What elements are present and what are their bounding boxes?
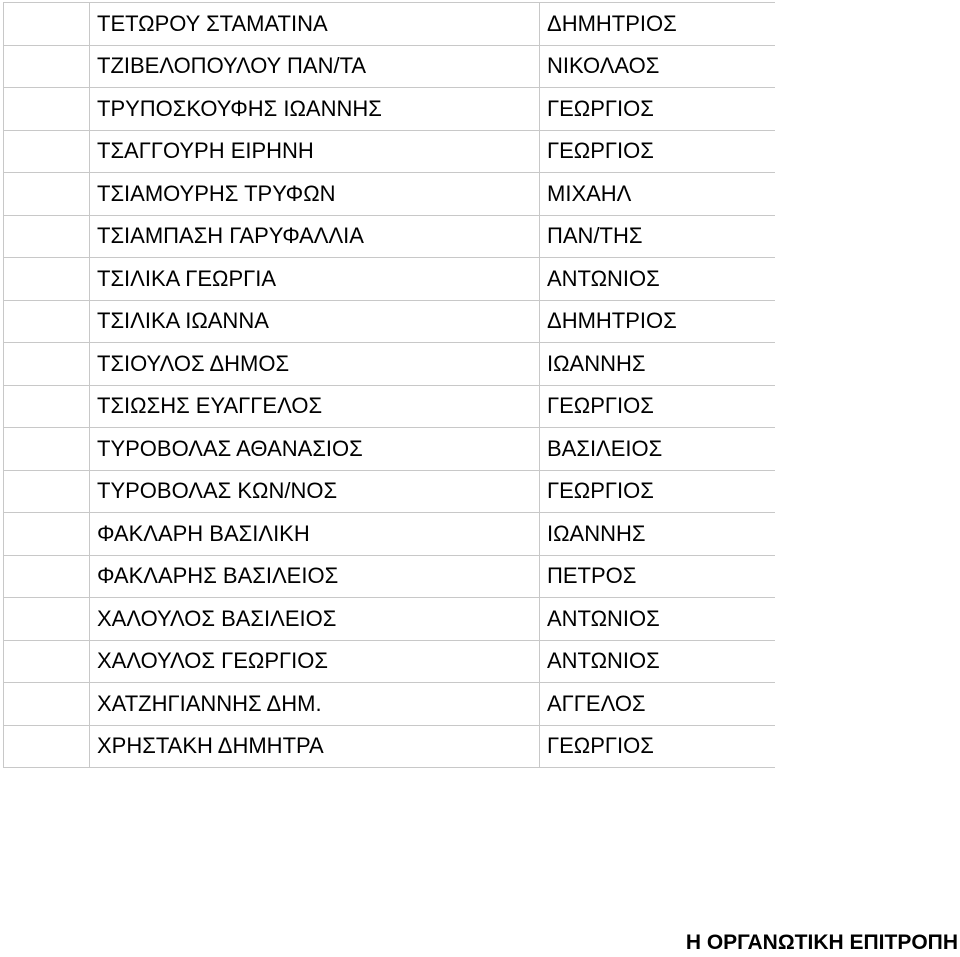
table-row: [4, 130, 775, 173]
fathers-name-cell: ΓΕΩΡΓΙΟΣ: [540, 88, 775, 131]
full-name-cell: ΤΣΙΟΥΛΟΣ ΔΗΜΟΣ: [90, 343, 540, 386]
index-cell: [4, 428, 90, 471]
fathers-name-cell: ΑΝΤΩΝΙΟΣ: [540, 640, 775, 683]
fathers-name-cell: ΜΙΧΑΗΛ: [540, 173, 775, 216]
table-row: [4, 173, 775, 216]
index-cell: [4, 598, 90, 641]
full-name-cell: ΤΣΙΑΜΠΑΣΗ ΓΑΡΥΦΑΛΛΙΑ: [90, 215, 540, 258]
index-cell: [4, 343, 90, 386]
index-cell: [4, 3, 90, 46]
fathers-name-cell: ΑΝΤΩΝΙΟΣ: [540, 258, 775, 301]
full-name-cell: ΦΑΚΛΑΡΗ ΒΑΣΙΛΙΚΗ: [90, 513, 540, 556]
full-name-cell: ΧΑΤΖΗΓΙΑΝΝΗΣ ΔΗΜ.: [90, 683, 540, 726]
fathers-name-cell: ΓΕΩΡΓΙΟΣ: [540, 725, 775, 768]
table-row: [4, 470, 775, 513]
full-name-cell: ΤΣΙΛΙΚΑ ΙΩΑΝΝΑ: [90, 300, 540, 343]
full-name-cell: ΤΡΥΠΟΣΚΟΥΦΗΣ ΙΩΑΝΝΗΣ: [90, 88, 540, 131]
table-row: [4, 598, 775, 641]
roster-table-body: [4, 3, 775, 768]
index-cell: [4, 683, 90, 726]
full-name-cell: ΤΥΡΟΒΟΛΑΣ ΑΘΑΝΑΣΙΟΣ: [90, 428, 540, 471]
full-name-cell: ΤΕΤΩΡΟΥ ΣΤΑΜΑΤΙΝΑ: [90, 3, 540, 46]
table-row: [4, 258, 775, 301]
table-row: [4, 555, 775, 598]
full-name-cell: ΤΖΙΒΕΛΟΠΟΥΛΟΥ ΠΑΝ/ΤΑ: [90, 45, 540, 88]
fathers-name-cell: ΠΕΤΡΟΣ: [540, 555, 775, 598]
index-cell: [4, 725, 90, 768]
fathers-name-cell: ΔΗΜΗΤΡΙΟΣ: [540, 300, 775, 343]
table-row: [4, 385, 775, 428]
organizing-committee-signature: Η ΟΡΓΑΝΩΤΙΚΗ ΕΠΙΤΡΟΠΗ: [685, 931, 958, 954]
fathers-name-cell: ΒΑΣΙΛΕΙΟΣ: [540, 428, 775, 471]
fathers-name-cell: ΝΙΚΟΛΑΟΣ: [540, 45, 775, 88]
table-row: [4, 3, 775, 46]
fathers-name-cell: ΠΑΝ/ΤΗΣ: [540, 215, 775, 258]
full-name-cell: ΧΑΛΟΥΛΟΣ ΒΑΣΙΛΕΙΟΣ: [90, 598, 540, 641]
fathers-name-cell: ΑΝΤΩΝΙΟΣ: [540, 598, 775, 641]
table-row: [4, 640, 775, 683]
index-cell: [4, 173, 90, 216]
index-cell: [4, 385, 90, 428]
table-row: [4, 300, 775, 343]
table-row: [4, 45, 775, 88]
fathers-name-cell: ΙΩΑΝΝΗΣ: [540, 343, 775, 386]
full-name-cell: ΤΣΙΑΜΟΥΡΗΣ ΤΡΥΦΩΝ: [90, 173, 540, 216]
full-name-cell: ΧΡΗΣΤΑΚΗ ΔΗΜΗΤΡΑ: [90, 725, 540, 768]
index-cell: [4, 130, 90, 173]
table-row: [4, 215, 775, 258]
table-row: [4, 513, 775, 556]
table-row: [4, 88, 775, 131]
fathers-name-cell: ΙΩΑΝΝΗΣ: [540, 513, 775, 556]
full-name-cell: ΤΣΙΛΙΚΑ ΓΕΩΡΓΙΑ: [90, 258, 540, 301]
index-cell: [4, 640, 90, 683]
index-cell: [4, 215, 90, 258]
index-cell: [4, 513, 90, 556]
full-name-cell: ΦΑΚΛΑΡΗΣ ΒΑΣΙΛΕΙΟΣ: [90, 555, 540, 598]
fathers-name-cell: ΓΕΩΡΓΙΟΣ: [540, 385, 775, 428]
table-row: [4, 428, 775, 471]
index-cell: [4, 555, 90, 598]
fathers-name-cell: ΑΓΓΕΛΟΣ: [540, 683, 775, 726]
full-name-cell: ΤΥΡΟΒΟΛΑΣ ΚΩΝ/ΝΟΣ: [90, 470, 540, 513]
index-cell: [4, 470, 90, 513]
fathers-name-cell: ΓΕΩΡΓΙΟΣ: [540, 470, 775, 513]
index-cell: [4, 258, 90, 301]
index-cell: [4, 88, 90, 131]
fathers-name-cell: ΔΗΜΗΤΡΙΟΣ: [540, 3, 775, 46]
table-row: [4, 683, 775, 726]
index-cell: [4, 300, 90, 343]
full-name-cell: ΤΣΙΩΣΗΣ ΕΥΑΓΓΕΛΟΣ: [90, 385, 540, 428]
fathers-name-cell: ΓΕΩΡΓΙΟΣ: [540, 130, 775, 173]
table-row: [4, 343, 775, 386]
full-name-cell: ΤΣΑΓΓΟΥΡΗ ΕΙΡΗΝΗ: [90, 130, 540, 173]
index-cell: [4, 45, 90, 88]
table-row: [4, 725, 775, 768]
full-name-cell: ΧΑΛΟΥΛΟΣ ΓΕΩΡΓΙΟΣ: [90, 640, 540, 683]
roster-table: [3, 2, 775, 768]
